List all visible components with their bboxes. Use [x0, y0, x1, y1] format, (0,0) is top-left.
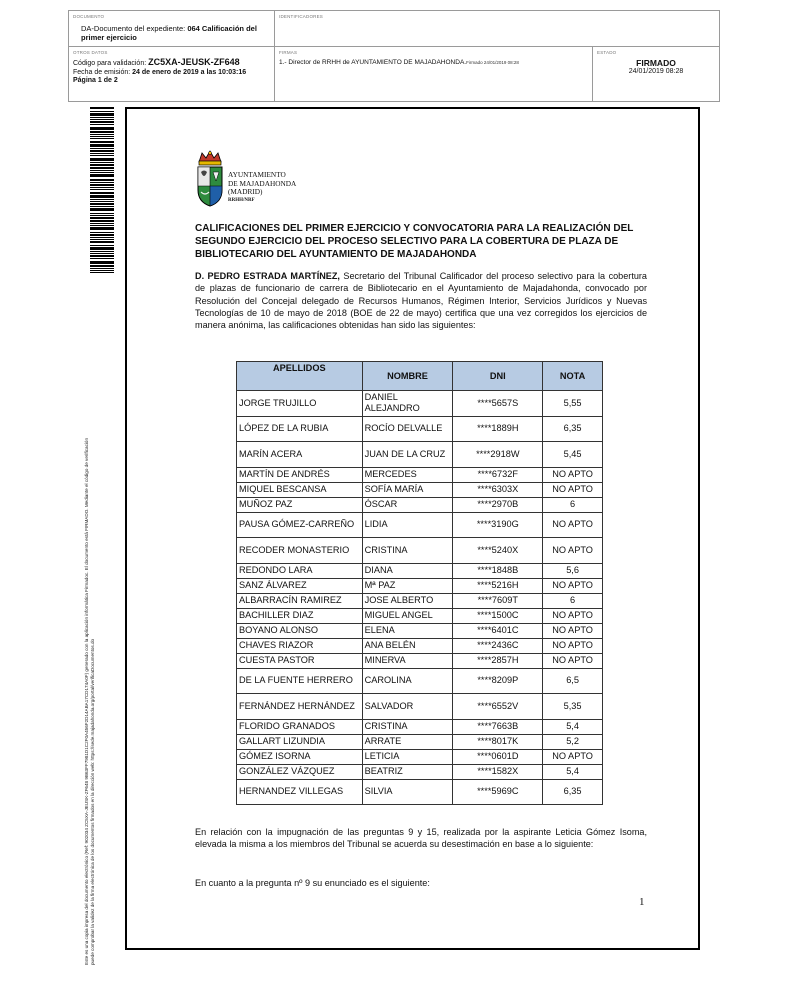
cell-dni: ****2918W: [453, 442, 543, 468]
side-line-1: Este es una copia impresa del documento electrónico (Ref: 902034 ZC5XA-JEUSK-ZF648 9B63FF7981D1C2F0A456F2D14ABA17CD174A0F) generado con la aplicación informática Firmadoc. El documento está FIRMADO. Mediante el código de verificación: [84, 437, 89, 965]
barcode-bar: [90, 199, 114, 200]
cell-apellidos: MARÍN ACERA: [237, 442, 363, 468]
cell-nombre: SOFÍA MARÍA: [362, 482, 453, 497]
barcode-bar: [90, 255, 114, 257]
table-row: [237, 623, 603, 638]
cell-apellidos: BACHILLER DIAZ: [237, 608, 363, 623]
cell-apellidos: REDONDO LARA: [237, 563, 363, 578]
header-apellidos: APELLIDOS: [237, 362, 363, 391]
cell-nota: NO APTO: [543, 482, 603, 497]
cell-nota: NO APTO: [543, 578, 603, 593]
barcode-bar: [90, 167, 114, 169]
cell-nombre: ÓSCAR: [362, 497, 453, 512]
barcode-bar: [90, 189, 114, 190]
page-count: Página 1 de 2: [73, 77, 118, 84]
grades-body: [237, 391, 603, 805]
letterhead-line-3: (MADRID): [228, 187, 263, 197]
barcode-bar: [90, 127, 114, 130]
barcode-bar: [90, 113, 114, 116]
barcode-bar: [90, 232, 114, 233]
cell-nombre: LETICIA: [362, 749, 453, 764]
cell-dni: ****5240X: [453, 538, 543, 564]
firmas-cell: [275, 47, 593, 101]
estado-date: 24/01/2019 08:28: [628, 68, 684, 75]
letterhead-ref: RRHH/NRF: [228, 197, 255, 203]
cell-apellidos: SANZ ÁLVAREZ: [237, 578, 363, 593]
firma-entry: 1.- Director de RRHH de AYUNTAMIENTO DE MAJADAHONDA.Firmado 24/01/2019 08:28: [279, 59, 519, 66]
barcode-bar: [90, 187, 114, 188]
cell-apellidos: MIQUEL BESCANSA: [237, 482, 363, 497]
cell-apellidos: JORGE TRUJILLO: [237, 391, 363, 417]
barcode: [90, 107, 114, 275]
cell-nota: 6,35: [543, 779, 603, 805]
table-row: [237, 719, 603, 734]
cell-nombre: ANA BELÉN: [362, 638, 453, 653]
barcode-bar: [90, 182, 114, 183]
barcode-bar: [90, 239, 114, 240]
header-dni: DNI: [453, 362, 543, 391]
cell-apellidos: FLORIDO GRANADOS: [237, 719, 363, 734]
metadata-header: [68, 10, 720, 102]
cell-nota: 6,35: [543, 416, 603, 442]
cell-dni: ****1582X: [453, 764, 543, 779]
barcode-bar: [90, 107, 114, 109]
barcode-bar: [90, 121, 114, 123]
document-title: CALIFICACIONES DEL PRIMER EJERCICIO Y CONVOCATORIA PARA LA REALIZACIÓN DEL SEGUNDO EJERCICIO DEL PROCESO SELECTIVO PARA LA COBERTURA DE PLAZA DE BIBLIOTECARIO DEL AYUNTAMIENTO DE MAJADAHONDA: [195, 223, 634, 260]
table-row: [237, 764, 603, 779]
barcode-bar: [90, 136, 114, 137]
cell-nombre: JOSE ALBERTO: [362, 593, 453, 608]
emission-date: Fecha de emisión: 24 de enero de 2019 a las 10:03:16: [73, 68, 247, 76]
cell-dni: ****5969C: [453, 779, 543, 805]
barcode-bar: [90, 119, 114, 120]
cell-apellidos: CHAVES RIAZOR: [237, 638, 363, 653]
cell-nombre: DANIEL ALEJANDRO: [362, 391, 453, 417]
side-line-2: puede comprobar la validez de la firma electrónica de los documentos firmados en la dirección web: https://sede.majadahonda.org/portal/verificaDocumentos.do: [89, 638, 95, 965]
barcode-bar: [90, 124, 114, 125]
letterhead-line-1: AYUNTAMIENTO: [228, 170, 286, 179]
table-row: [237, 653, 603, 668]
barcode-bar: [90, 179, 114, 181]
table-row: [237, 668, 603, 694]
barcode-bar: [90, 225, 114, 226]
cell-apellidos: BOYANO ALONSO: [237, 623, 363, 638]
table-row: [237, 416, 603, 442]
barcode-bar: [90, 261, 114, 264]
estado-cell: [593, 47, 719, 101]
barcode-bar: [90, 272, 114, 273]
otros-caption: OTROS DATOS: [73, 50, 108, 55]
barcode-bar: [90, 215, 114, 216]
barcode-bar: [90, 192, 114, 194]
cell-dni: ****8209P: [453, 668, 543, 694]
cell-nota: NO APTO: [543, 467, 603, 482]
cell-apellidos: GALLART LIZUNDIA: [237, 734, 363, 749]
cell-nombre: ELENA: [362, 623, 453, 638]
cell-dni: ****7663B: [453, 719, 543, 734]
validation-code: Código para validación: ZC5XA-JEUSK-ZF648: [73, 57, 240, 67]
letterhead: [228, 171, 296, 205]
table-row: [237, 608, 603, 623]
cell-apellidos: PAUSA GÓMEZ-CARREÑO: [237, 512, 363, 538]
barcode-bar: [90, 241, 114, 243]
table-row: [237, 734, 603, 749]
table-row: [237, 482, 603, 497]
documento-cell: [69, 11, 275, 47]
barcode-bar: [90, 162, 114, 163]
cell-dni: ****1889H: [453, 416, 543, 442]
cell-nombre: JUAN DE LA CRUZ: [362, 442, 453, 468]
estado-value: FIRMADO: [636, 58, 676, 68]
cell-dni: ****5216H: [453, 578, 543, 593]
barcode-bar: [90, 158, 114, 161]
page-number: 1: [639, 896, 645, 908]
barcode-bar: [90, 234, 114, 236]
barcode-bar: [90, 138, 114, 139]
cell-dni: ****6732F: [453, 467, 543, 482]
barcode-bar: [90, 258, 114, 259]
cell-nota: 5,4: [543, 719, 603, 734]
cell-dni: ****6552V: [453, 694, 543, 720]
cell-nota: 5,45: [543, 442, 603, 468]
cell-nota: 5,55: [543, 391, 603, 417]
cell-nombre: CRISTINA: [362, 538, 453, 564]
cell-nota: NO APTO: [543, 749, 603, 764]
table-row: [237, 694, 603, 720]
cell-dni: ****6401C: [453, 623, 543, 638]
table-row: [237, 442, 603, 468]
cell-nombre: CRISTINA: [362, 719, 453, 734]
cell-nota: NO APTO: [543, 653, 603, 668]
cell-dni: ****1500C: [453, 608, 543, 623]
barcode-bar: [90, 184, 114, 186]
cell-nombre: ROCÍO DELVALLE: [362, 416, 453, 442]
cell-nota: NO APTO: [543, 538, 603, 564]
barcode-bar: [90, 237, 114, 238]
cell-nota: 5,2: [543, 734, 603, 749]
barcode-bar: [90, 195, 114, 198]
barcode-bar: [90, 134, 114, 135]
barcode-bar: [90, 227, 114, 230]
cell-nombre: Mª PAZ: [362, 578, 453, 593]
barcode-bar: [90, 213, 114, 214]
table-row: [237, 593, 603, 608]
cell-nota: NO APTO: [543, 638, 603, 653]
barcode-bar: [90, 270, 114, 271]
cell-apellidos: HERNANDEZ VILLEGAS: [237, 779, 363, 805]
barcode-bar: [90, 131, 114, 133]
barcode-bar: [90, 172, 114, 173]
cell-apellidos: GONZÁLEZ VÁZQUEZ: [237, 764, 363, 779]
cell-apellidos: CUESTA PASTOR: [237, 653, 363, 668]
barcode-bar: [90, 164, 114, 166]
cell-dni: ****3190G: [453, 512, 543, 538]
cell-nota: 6: [543, 497, 603, 512]
cell-nota: 6: [543, 593, 603, 608]
barcode-bar: [90, 144, 114, 147]
cell-nota: NO APTO: [543, 623, 603, 638]
verification-side-text: [84, 285, 96, 965]
barcode-bar: [90, 251, 114, 252]
cell-dni: ****7609T: [453, 593, 543, 608]
cell-dni: ****2970B: [453, 497, 543, 512]
cell-dni: ****8017K: [453, 734, 543, 749]
cell-apellidos: RECODER MONASTERIO: [237, 538, 363, 564]
barcode-bar: [90, 220, 114, 222]
barcode-bar: [90, 206, 114, 207]
cell-apellidos: LÓPEZ DE LA RUBIA: [237, 416, 363, 442]
cell-apellidos: ALBARRACÍN RAMIREZ: [237, 593, 363, 608]
barcode-bar: [90, 141, 114, 143]
table-row: [237, 563, 603, 578]
cell-dni: ****0601D: [453, 749, 543, 764]
header-nota: NOTA: [543, 362, 603, 391]
cell-nombre: DIANA: [362, 563, 453, 578]
barcode-bar: [90, 268, 114, 269]
cell-dni: ****6303X: [453, 482, 543, 497]
cell-nombre: MERCEDES: [362, 467, 453, 482]
cell-nota: 5,6: [543, 563, 603, 578]
barcode-bar: [90, 208, 114, 211]
barcode-bar: [90, 148, 114, 149]
barcode-bar: [90, 265, 114, 267]
barcode-bar: [90, 217, 114, 219]
firmas-caption: FIRMAS: [279, 50, 298, 55]
estado-block: [597, 58, 715, 75]
table-row: [237, 512, 603, 538]
documento-text: DA-Documento del expediente: 064 Calificación del primer ejercicio: [81, 24, 257, 42]
cell-nota: NO APTO: [543, 512, 603, 538]
cell-nombre: SILVIA: [362, 779, 453, 805]
barcode-bar: [90, 155, 114, 156]
table-row: [237, 391, 603, 417]
intro-paragraph: D. PEDRO ESTRADA MARTÍNEZ, Secretario del Tribunal Calificador del proceso selectivo para la cobertura de plazas de funcionario de carrera de Bibliotecario en el Ayuntamiento de Majadahonda, convocado por Resolución del Concejal delegado de Recursos Humanos, Régimen Interior, Servicios Jurídicos y Nuevas Tecnologías de 10 de mayo de 2018 (BOE de 22 de mayo) certifica que una vez corregidos los ejercicios de manera anónima, las calificaciones obtenidas han sido las siguientes:: [195, 271, 647, 331]
estado-caption: ESTADO: [597, 50, 617, 55]
table-row: [237, 467, 603, 482]
documento-caption: DOCUMENTO: [73, 14, 105, 19]
barcode-bar: [90, 203, 114, 205]
cell-apellidos: FERNÁNDEZ HERNÁNDEZ: [237, 694, 363, 720]
impugnacion-paragraph: En relación con la impugnación de las preguntas 9 y 15, realizada por la aspirante Leticia Gómez Isoma, elevada la misma a los miembros del Tribunal se acuerda su desestimación en base a lo siguiente:: [195, 827, 647, 850]
cell-nota: 5,4: [543, 764, 603, 779]
table-row: [237, 779, 603, 805]
cell-nombre: MIGUEL ANGEL: [362, 608, 453, 623]
table-row: [237, 538, 603, 564]
cell-nombre: CAROLINA: [362, 668, 453, 694]
barcode-bar: [90, 111, 114, 112]
table-row: [237, 578, 603, 593]
pregunta-paragraph: En cuanto a la pregunta nº 9 su enunciado es el siguiente:: [195, 878, 430, 888]
letterhead-line-2: DE MAJADAHONDA: [228, 178, 297, 188]
barcode-bar: [90, 223, 114, 224]
barcode-bar: [90, 117, 114, 118]
cell-nota: 6,5: [543, 668, 603, 694]
grades-table: [236, 361, 603, 805]
barcode-bar: [90, 170, 114, 171]
cell-dni: ****2857H: [453, 653, 543, 668]
grades-header-row: [237, 362, 603, 391]
cell-apellidos: MUÑOZ PAZ: [237, 497, 363, 512]
barcode-bar: [90, 201, 114, 202]
barcode-bar: [90, 247, 114, 250]
table-row: [237, 749, 603, 764]
cell-dni: ****5657S: [453, 391, 543, 417]
cell-dni: ****1848B: [453, 563, 543, 578]
cell-nota: NO APTO: [543, 608, 603, 623]
identificadores-caption: IDENTIFICADORES: [279, 14, 324, 19]
cell-apellidos: DE LA FUENTE HERRERO: [237, 668, 363, 694]
barcode-bar: [90, 153, 114, 154]
cell-dni: ****2436C: [453, 638, 543, 653]
cell-nombre: ARRATE: [362, 734, 453, 749]
cell-nombre: MINERVA: [362, 653, 453, 668]
otros-datos-cell: [69, 47, 275, 101]
cell-apellidos: MARTÍN DE ANDRÉS: [237, 467, 363, 482]
barcode-bar: [90, 174, 114, 177]
cell-apellidos: GÓMEZ ISORNA: [237, 749, 363, 764]
identificadores-cell: [275, 11, 719, 47]
barcode-bar: [90, 245, 114, 246]
cell-nombre: LIDIA: [362, 512, 453, 538]
coat-of-arms-logo: [193, 150, 227, 212]
table-row: [237, 497, 603, 512]
header-nombre: NOMBRE: [362, 362, 453, 391]
table-row: [237, 638, 603, 653]
cell-nombre: SALVADOR: [362, 694, 453, 720]
cell-nota: 5,35: [543, 694, 603, 720]
barcode-bar: [90, 150, 114, 152]
cell-nombre: BEATRIZ: [362, 764, 453, 779]
barcode-bar: [90, 253, 114, 254]
